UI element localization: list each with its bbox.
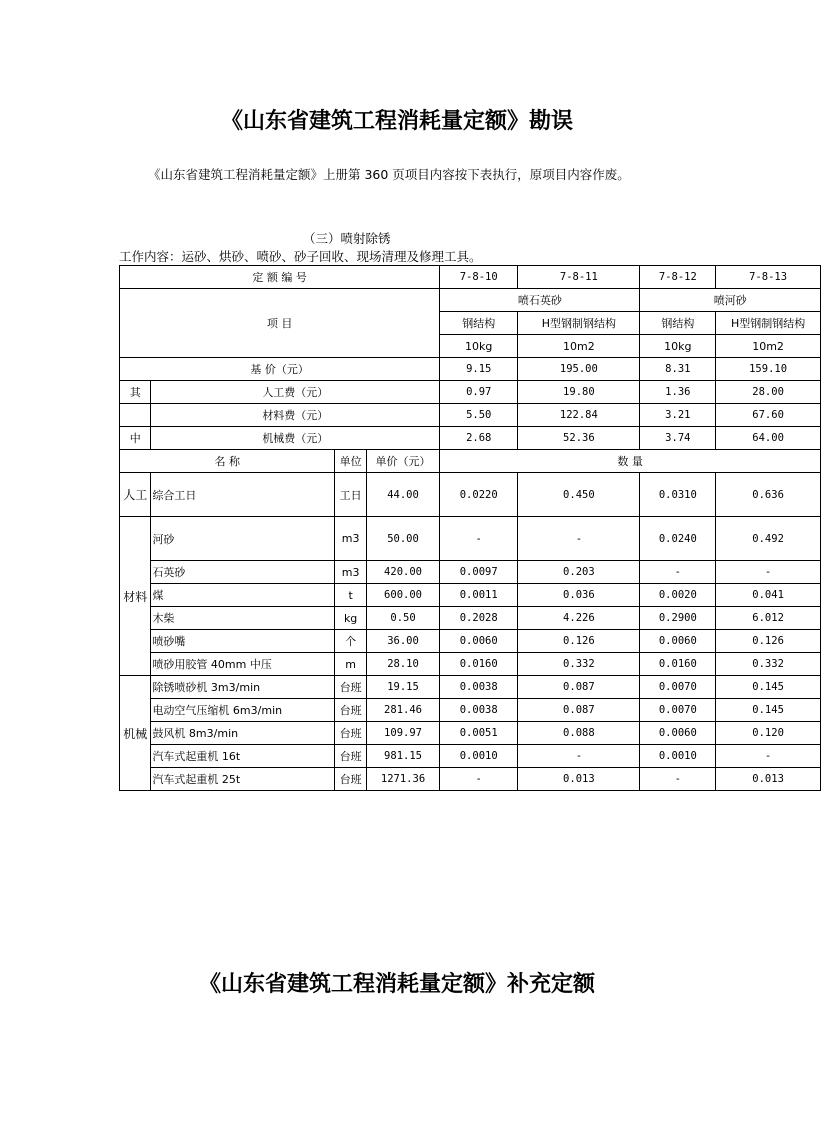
resource-qty: 0.145	[716, 699, 821, 722]
resource-unit: m3	[335, 561, 366, 584]
cost-value: 0.97	[440, 381, 518, 404]
resource-qty: -	[640, 561, 716, 584]
resource-qty: 0.036	[518, 584, 640, 607]
resource-qty: 0.492	[716, 517, 821, 561]
base-price: 9.15	[440, 358, 518, 381]
resource-name: 汽车式起重机 25t	[151, 768, 335, 791]
resource-qty: 0.0160	[640, 653, 716, 676]
resource-name: 鼓风机 8m3/min	[151, 722, 335, 745]
section-title: （三）喷射除锈	[303, 231, 391, 246]
resource-qty: -	[440, 517, 518, 561]
resource-unit: kg	[335, 607, 366, 630]
base-price: 8.31	[640, 358, 716, 381]
resource-name: 木柴	[151, 607, 335, 630]
category-machinery: 机械	[120, 676, 151, 791]
resource-name: 喷砂用胶管 40mm 中压	[151, 653, 335, 676]
quota-code: 7-8-12	[640, 266, 716, 289]
cost-value: 67.60	[716, 404, 821, 427]
quota-table	[119, 265, 821, 791]
resource-qty: 0.0097	[440, 561, 518, 584]
unit-header: 10m2	[518, 335, 640, 358]
unit-header: 10m2	[716, 335, 821, 358]
base-price-label: 基 价（元）	[120, 358, 440, 381]
supplement-title: 《山东省建筑工程消耗量定额》补充定额	[198, 971, 595, 997]
resource-qty: -	[518, 517, 640, 561]
resource-qty: 0.0070	[640, 699, 716, 722]
cost-label: 人工费（元）	[151, 381, 440, 404]
item-header: 钢结构	[640, 312, 716, 335]
resource-unit: 台班	[335, 768, 366, 791]
quota-number-label: 定 额 编 号	[120, 266, 440, 289]
quota-code: 7-8-11	[518, 266, 640, 289]
cost-value: 2.68	[440, 427, 518, 450]
intro-paragraph: 《山东省建筑工程消耗量定额》上册第 360 页项目内容按下表执行，原项目内容作废。	[148, 167, 630, 182]
resource-name: 河砂	[151, 517, 335, 561]
resource-qty: 0.0310	[640, 473, 716, 517]
resource-qty: 0.013	[716, 768, 821, 791]
cost-value: 5.50	[440, 404, 518, 427]
resource-unit: m3	[335, 517, 366, 561]
resource-price: 1271.36	[366, 768, 439, 791]
item-header: 钢结构	[440, 312, 518, 335]
cost-value: 64.00	[716, 427, 821, 450]
resource-qty: 0.332	[716, 653, 821, 676]
resource-price: 600.00	[366, 584, 439, 607]
resource-qty: 0.126	[518, 630, 640, 653]
resource-name: 电动空气压缩机 6m3/min	[151, 699, 335, 722]
quota-code: 7-8-13	[716, 266, 821, 289]
resource-qty: 4.226	[518, 607, 640, 630]
resource-price: 109.97	[366, 722, 439, 745]
resource-price: 28.10	[366, 653, 439, 676]
resource-qty: 0.126	[716, 630, 821, 653]
resource-unit: 台班	[335, 745, 366, 768]
resource-qty: 0.013	[518, 768, 640, 791]
resource-qty: 0.0060	[440, 630, 518, 653]
resource-qty: 0.0060	[640, 722, 716, 745]
category-labor: 人工	[120, 473, 151, 517]
item-header: H型钢制钢结构	[518, 312, 640, 335]
unit-header: 10kg	[440, 335, 518, 358]
resource-price: 19.15	[366, 676, 439, 699]
cost-label: 机械费（元）	[151, 427, 440, 450]
resource-price: 50.00	[366, 517, 439, 561]
group-header: 喷河砂	[640, 289, 821, 312]
resource-qty: 0.2028	[440, 607, 518, 630]
cost-value: 1.36	[640, 381, 716, 404]
resource-qty: 0.0060	[640, 630, 716, 653]
resource-qty: 0.0011	[440, 584, 518, 607]
of-which-label-top: 其	[120, 381, 151, 404]
cost-value: 19.80	[518, 381, 640, 404]
resource-price: 36.00	[366, 630, 439, 653]
resource-name: 煤	[151, 584, 335, 607]
quota-code: 7-8-10	[440, 266, 518, 289]
cost-value: 52.36	[518, 427, 640, 450]
resource-qty: 0.203	[518, 561, 640, 584]
quantity-col-header: 数 量	[440, 450, 821, 473]
cost-value: 3.21	[640, 404, 716, 427]
unit-col-header: 单位	[335, 450, 366, 473]
category-materials: 材料	[120, 517, 151, 676]
resource-unit: 个	[335, 630, 366, 653]
resource-qty: 0.0010	[640, 745, 716, 768]
resource-name: 石英砂	[151, 561, 335, 584]
resource-unit: m	[335, 653, 366, 676]
resource-unit: 台班	[335, 676, 366, 699]
resource-unit: 台班	[335, 722, 366, 745]
resource-qty: 0.2900	[640, 607, 716, 630]
name-col-header: 名 称	[120, 450, 335, 473]
resource-qty: 0.145	[716, 676, 821, 699]
resource-unit: 工日	[335, 473, 366, 517]
resource-unit: 台班	[335, 699, 366, 722]
resource-qty: -	[640, 768, 716, 791]
base-price: 159.10	[716, 358, 821, 381]
price-col-header: 单价（元）	[366, 450, 439, 473]
resource-qty: 0.120	[716, 722, 821, 745]
quota-table-container	[119, 265, 806, 786]
document-title: 《山东省建筑工程消耗量定额》勘误	[220, 108, 573, 134]
cost-label: 材料费（元）	[151, 404, 440, 427]
base-price: 195.00	[518, 358, 640, 381]
resource-qty: 0.450	[518, 473, 640, 517]
resource-price: 981.15	[366, 745, 439, 768]
resource-name: 除锈喷砂机 3m3/min	[151, 676, 335, 699]
resource-qty: 0.0020	[640, 584, 716, 607]
resource-qty: 0.087	[518, 699, 640, 722]
resource-price: 0.50	[366, 607, 439, 630]
resource-qty: 0.0038	[440, 676, 518, 699]
resource-qty: 0.0038	[440, 699, 518, 722]
resource-qty: 0.088	[518, 722, 640, 745]
cost-value: 3.74	[640, 427, 716, 450]
group-header: 喷石英砂	[440, 289, 640, 312]
resource-name: 综合工日	[151, 473, 335, 517]
unit-header: 10kg	[640, 335, 716, 358]
resource-qty: 0.041	[716, 584, 821, 607]
resource-price: 44.00	[366, 473, 439, 517]
resource-name: 喷砂嘴	[151, 630, 335, 653]
item-header: H型钢制钢结构	[716, 312, 821, 335]
resource-qty: 0.636	[716, 473, 821, 517]
work-content: 工作内容：运砂、烘砂、喷砂、砂子回收、现场清理及修理工具。	[119, 249, 482, 264]
resource-price: 420.00	[366, 561, 439, 584]
resource-qty: 0.0010	[440, 745, 518, 768]
resource-qty: 0.332	[518, 653, 640, 676]
cost-value: 122.84	[518, 404, 640, 427]
cost-value: 28.00	[716, 381, 821, 404]
resource-qty: 0.0160	[440, 653, 518, 676]
resource-unit: t	[335, 584, 366, 607]
of-which-label-bottom: 中	[120, 427, 151, 450]
item-label: 项 目	[120, 289, 440, 358]
resource-name: 汽车式起重机 16t	[151, 745, 335, 768]
resource-qty: -	[440, 768, 518, 791]
resource-qty: 0.0220	[440, 473, 518, 517]
resource-qty: -	[518, 745, 640, 768]
resource-qty: 0.0051	[440, 722, 518, 745]
of-which-spacer	[120, 404, 151, 427]
resource-qty: 0.0070	[640, 676, 716, 699]
resource-qty: 0.087	[518, 676, 640, 699]
resource-qty: 6.012	[716, 607, 821, 630]
resource-price: 281.46	[366, 699, 439, 722]
resource-qty: -	[716, 561, 821, 584]
resource-qty: -	[716, 745, 821, 768]
resource-qty: 0.0240	[640, 517, 716, 561]
